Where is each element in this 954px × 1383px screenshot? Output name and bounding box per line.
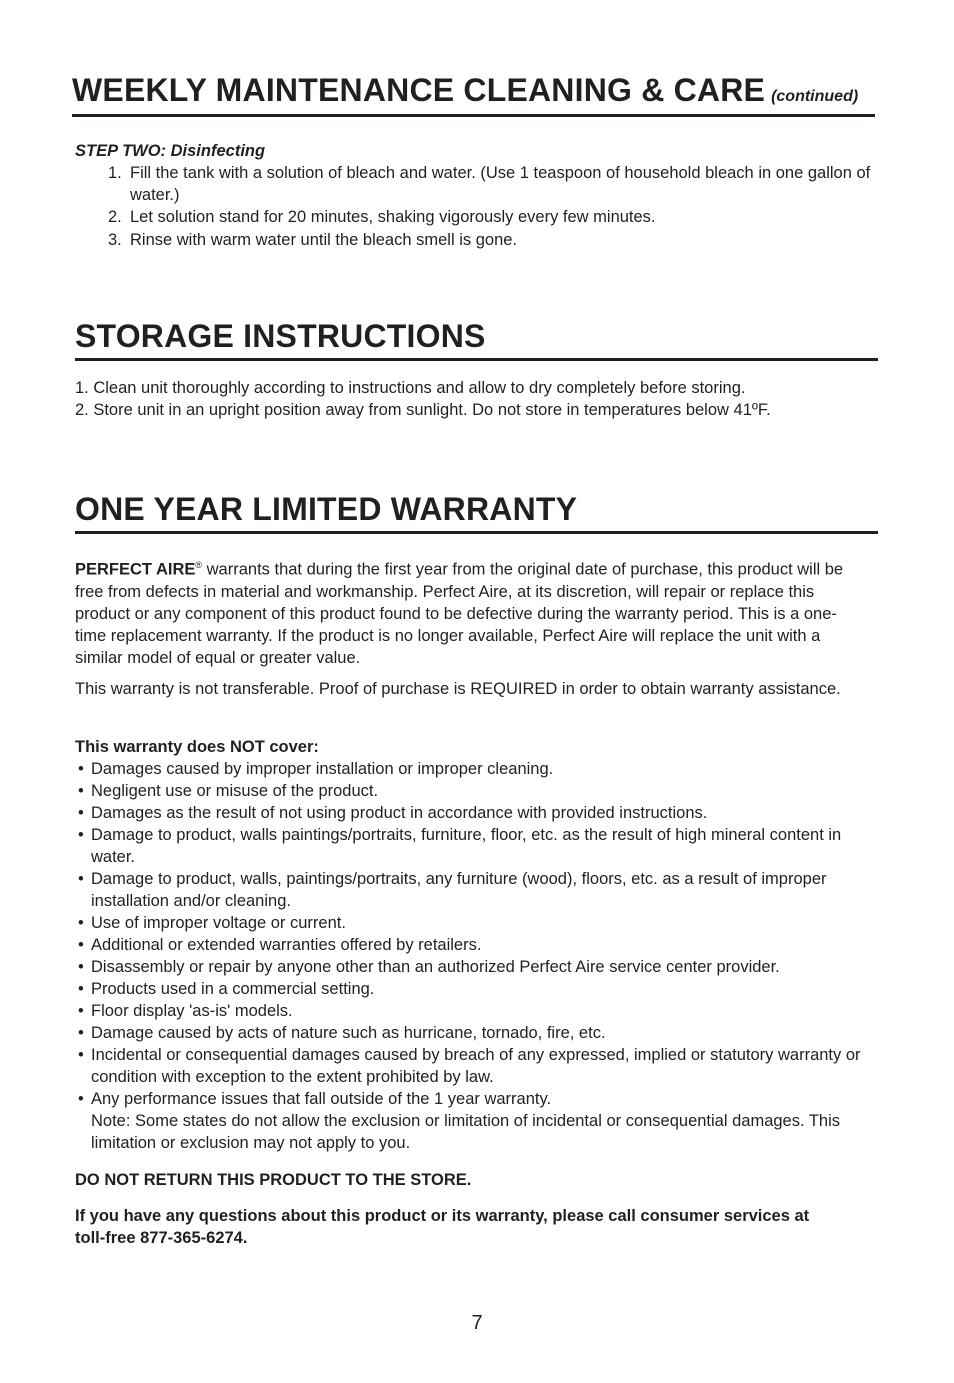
- step-item: 2. Let solution stand for 20 minutes, shaking vigorously every few minutes.: [108, 208, 656, 226]
- warranty-paragraph: PERFECT AIRE® warrants that during the first year from the original date of purchase, this product will be free from defects in material and workmanship. Perfect Aire, at its discretion, will repair or replace this product or any component of this product found to be defective during the warranty period. This is a one-time replacement warranty. If the product is no longer available, Perfect Aire will replace the unit with a similar model of equal or greater value.: [75, 560, 844, 667]
- transfer-paragraph: This warranty is not transferable. Proof of purchase is REQUIRED in order to obtain warranty assistance.: [75, 680, 841, 698]
- list-item: • Negligent use or misuse of the product.: [78, 782, 379, 800]
- list-item: • Products used in a commercial setting.: [78, 980, 375, 998]
- do-not-return-notice: DO NOT RETURN THIS PRODUCT TO THE STORE.: [75, 1171, 472, 1189]
- disinfecting-steps: [75, 162, 890, 251]
- questions-notice: If you have any questions about this product or its warranty, please call consumer services at toll-free 877-365-6274.: [75, 1207, 810, 1247]
- warranty-title: ONE YEAR LIMITED WARRANTY: [75, 491, 578, 527]
- note-text: Note: Some states do not allow the exclusion or limitation of incidental or consequential damages. This limitation or exclusion may not apply to you.: [91, 1112, 841, 1152]
- warranty-heading: [75, 493, 878, 534]
- list-item: • Disassembly or repair by anyone other than an authorized Perfect Aire service center provider.: [78, 958, 780, 976]
- step-item: 1. Fill the tank with a solution of bleach and water. (Use 1 teaspoon of household bleach in one gallon of water.): [108, 164, 871, 204]
- list-item: • Any performance issues that fall outside of the 1 year warranty. Note: Some states do not allow the exclusion or limitation of incidental or consequential damages. This limitation or exclusion may not apply to you.: [91, 1088, 881, 1154]
- list-item: • Incidental or consequential damages caused by breach of any expressed, implied or statutory warranty or condition with exception to the extent prohibited by law.: [78, 1046, 861, 1086]
- registered-mark: ®: [195, 560, 203, 570]
- list-item: • Use of improper voltage or current.: [78, 914, 346, 932]
- weekly-maintenance-title: WEEKLY MAINTENANCE CLEANING & CARE: [72, 72, 766, 108]
- list-item: • Damage to product, walls paintings/portraits, furniture, floor, etc. as the result of high mineral content in water.: [78, 826, 842, 866]
- page-number: 7: [471, 1312, 483, 1334]
- storage-title: STORAGE INSTRUCTIONS: [75, 318, 486, 354]
- list-item: • Damages as the result of not using product in accordance with provided instructions.: [78, 804, 708, 822]
- list-item: • Floor display 'as-is' models.: [78, 1002, 293, 1020]
- list-item: • Damages caused by improper installation or improper cleaning.: [78, 760, 554, 778]
- brand-name: PERFECT AIRE: [75, 560, 196, 579]
- list-item: • Damage caused by acts of nature such as hurricane, tornado, fire, etc.: [78, 1024, 606, 1042]
- continued-label: (continued): [771, 88, 859, 105]
- step-two-title: STEP TWO: Disinfecting: [75, 142, 266, 160]
- storage-list: [75, 377, 878, 421]
- storage-item: 1. Clean unit thoroughly according to instructions and allow to dry completely before storing.: [75, 379, 746, 397]
- weekly-maintenance-heading: [72, 74, 875, 117]
- list-item: • Damage to product, walls, paintings/portraits, any furniture (wood), floors, etc. as a result of improper installation and/or cleaning.: [78, 870, 827, 910]
- list-item: • Additional or extended warranties offered by retailers.: [78, 936, 482, 954]
- not-cover-title: This warranty does NOT cover:: [75, 738, 319, 756]
- storage-heading: [75, 320, 878, 361]
- storage-item: 2. Store unit in an upright position away from sunlight. Do not store in temperatures below 41ºF.: [75, 401, 771, 419]
- not-cover-list: [75, 758, 881, 1154]
- step-item: 3. Rinse with warm water until the bleach smell is gone.: [108, 231, 518, 249]
